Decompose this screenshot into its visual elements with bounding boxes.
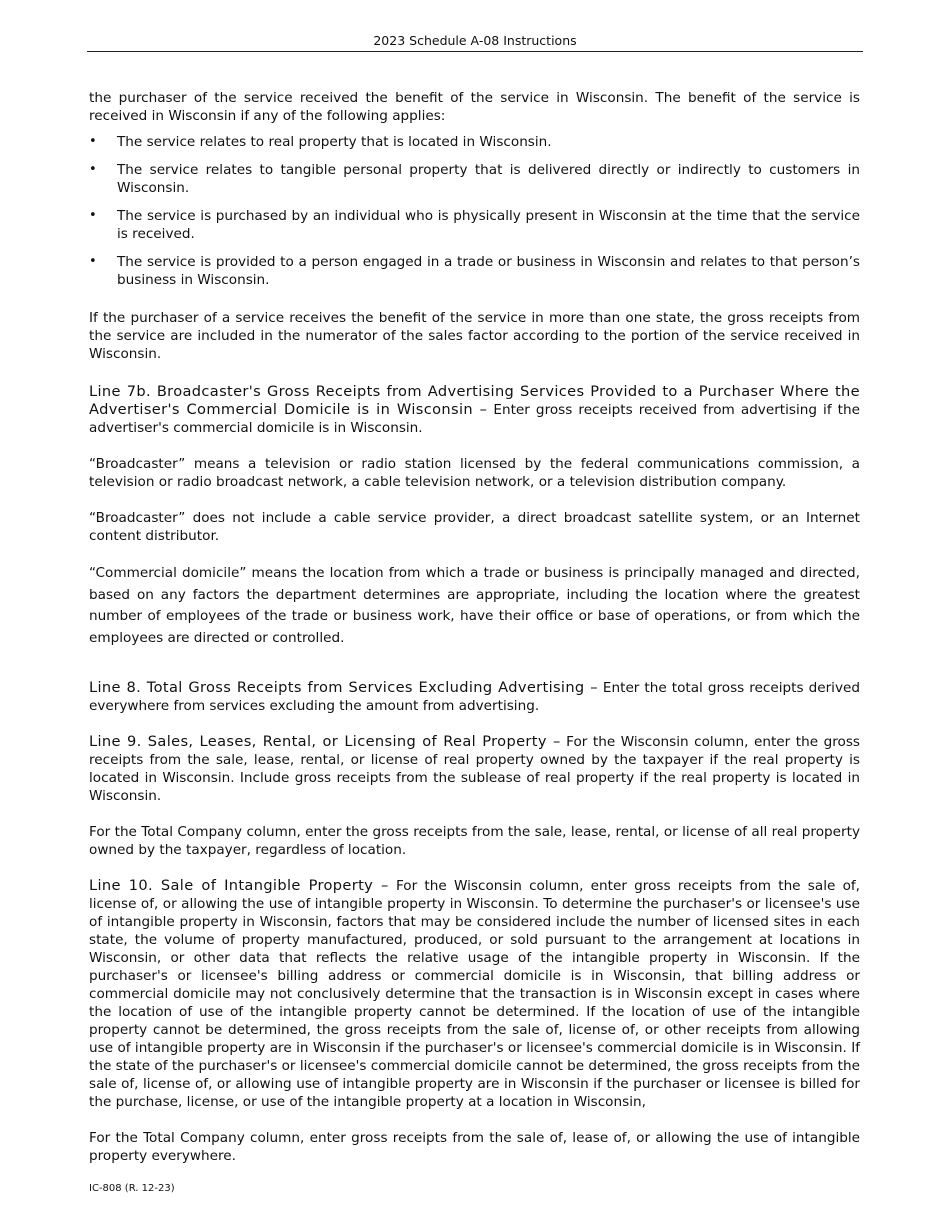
page-footer <box>89 1183 175 1195</box>
bullet-icon: • <box>89 162 97 177</box>
list-item <box>89 161 860 197</box>
bullet-icon: • <box>89 208 97 223</box>
line-7b-heading: Line 7b. Broadcaster's Gross Receipts from Advertising Services Provided to a Purchaser Where the Advertiser's Commercial Domicile is in Wisconsin – <box>89 383 860 418</box>
line-8-heading: Line 8. Total Gross Receipts from Services Excluding Advertising – <box>89 679 598 696</box>
list-item-text: The service is purchased by an individual who is physically present in Wisconsin at the time that the service is received. <box>117 208 860 242</box>
list-item <box>89 253 860 289</box>
list-item-text: The service relates to tangible personal property that is delivered directly or indirectly to customers in Wisconsin. <box>117 162 860 196</box>
document-body <box>89 89 860 1165</box>
page-header <box>87 33 863 52</box>
line-7b-text: Enter gross receipts received from advertising if the advertiser's commercial domicile is in Wisconsin. <box>89 402 860 436</box>
broadcaster-definition: “Broadcaster” means a television or radio station licensed by the federal communications commission, a television or radio broadcast network, a cable television network, or a television distribution company. <box>89 456 860 490</box>
bullet-icon: • <box>89 134 97 149</box>
page-header-title: 2023 Schedule A-08 Instructions <box>373 33 577 48</box>
benefit-conditions-list <box>89 133 860 289</box>
list-item-text: The service is provided to a person engaged in a trade or business in Wisconsin and relates to that person’s business in Wisconsin. <box>117 254 860 288</box>
line-10-total-company: For the Total Company column, enter gross receipts from the sale of, lease of, or allowing the use of intangible property everywhere. <box>89 1130 860 1164</box>
list-item-text: The service relates to real property that is located in Wisconsin. <box>117 134 552 150</box>
line-10-section <box>89 877 860 1111</box>
bullet-icon: • <box>89 254 97 269</box>
form-id: IC-808 (R. 12-23) <box>89 1183 175 1194</box>
line-10-heading: Line 10. Sale of Intangible Property – <box>89 877 389 894</box>
list-item <box>89 207 860 243</box>
line-8-section <box>89 679 860 715</box>
multi-state-paragraph: If the purchaser of a service receives the benefit of the service in more than one state, the gross receipts from the service are included in the numerator of the sales factor according to the portion of the service received in Wisconsin. <box>89 310 860 362</box>
commercial-domicile-definition: “Commercial domicile” means the location from which a trade or business is principally managed and directed, based on any factors the department determines are appropriate, including the location where the greatest number of employees of the trade or business work, have their office or base of operations, or from which the employees are directed or controlled. <box>89 565 860 646</box>
intro-paragraph: the purchaser of the service received the benefit of the service in Wisconsin. The benefit of the service is received in Wisconsin if any of the following applies: <box>89 90 860 124</box>
list-item <box>89 133 860 151</box>
line-8-text: Enter the total gross receipts derived everywhere from services excluding the amount from advertising. <box>89 680 860 714</box>
line-9-text: For the Wisconsin column, enter the gross receipts from the sale, lease, rental, or license of real property owned by the taxpayer if the real property is located in Wisconsin. Include gross receipts from the sublease of real property if the real property is located in Wisconsin. <box>89 734 860 804</box>
line-9-total-company: For the Total Company column, enter the gross receipts from the sale, lease, rental, or license of all real property owned by the taxpayer, regardless of location. <box>89 824 860 858</box>
line-9-heading: Line 9. Sales, Leases, Rental, or Licensing of Real Property – <box>89 733 561 750</box>
line-9-section <box>89 733 860 805</box>
line-7b-section <box>89 383 860 437</box>
line-10-text: For the Wisconsin column, enter gross receipts from the sale of, license of, or allowing the use of intangible property in Wisconsin. To determine the purchaser's or licensee's use of intangible property in Wisconsin, factors that may be considered include the number of licensed sites in each state, the volume of property manufactured, produced, or sold pursuant to the arrangement at locations in Wisconsin, or other data that reflects the relative usage of the intangible property in Wisconsin. If the purchaser's or licensee's billing address or commercial domicile is in Wisconsin, that billing address or commercial domicile may not conclusively determine that the transaction is in Wisconsin except in cases where the location of use of the intangible property cannot be determined. If the location of use of the intangible property cannot be determined, the gross receipts from the sale of, license of, or other receipts from allowing use of intangible property are in Wisconsin if the purchaser's or licensee's commercial domicile is in Wisconsin. If the state of the purchaser's or licensee's commercial domicile cannot be determined, the gross receipts from the sale of, license of, or allowing use of intangible property are in Wisconsin if the purchaser or licensee is billed for the purchase, license, or use of the intangible property at a location in Wisconsin, <box>89 878 860 1110</box>
broadcaster-exclusion: “Broadcaster” does not include a cable service provider, a direct broadcast satellite system, or an Internet content distributor. <box>89 510 860 544</box>
